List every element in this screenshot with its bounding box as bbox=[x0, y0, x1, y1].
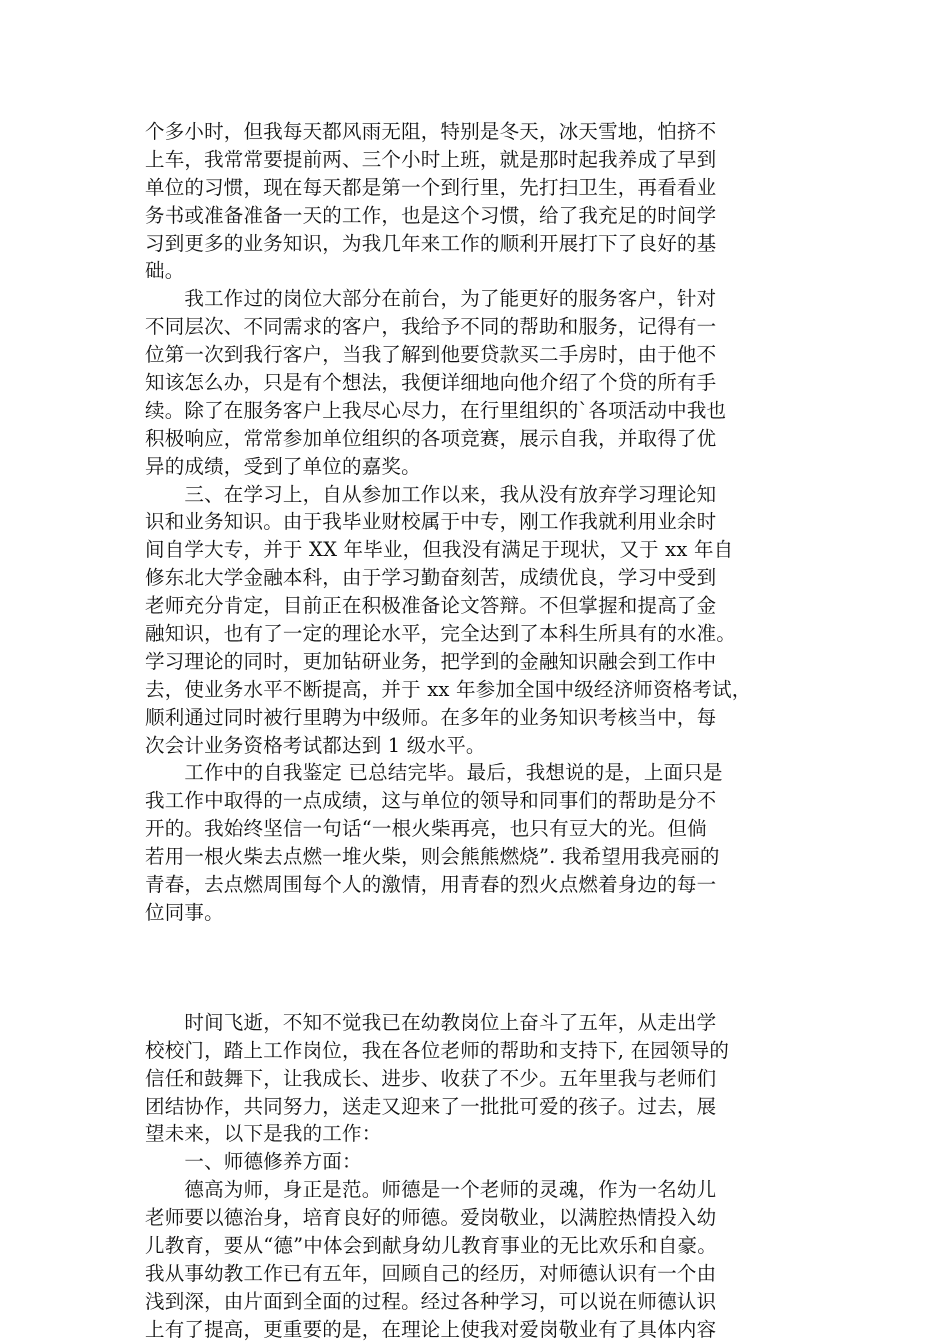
text-line: 务书或准备准备一天的工作，也是这个习惯，给了我充足的时间学 bbox=[145, 203, 717, 227]
text-line: 间自学大专，并于 XX 年毕业，但我没有满足于现状，又于 xx 年自 bbox=[145, 538, 734, 562]
text-line: 儿教育，要从“德”中体会到献身幼儿教育事业的无比欢乐和自豪。 bbox=[145, 1233, 717, 1257]
text-line: 础。 bbox=[145, 259, 185, 283]
text-line: 工作中的自我鉴定 已总结完毕。最后，我想说的是，上面只是 bbox=[145, 761, 723, 785]
text-line: 时间飞逝，不知不觉我已在幼教岗位上奋斗了五年，从走出学 bbox=[145, 1010, 717, 1034]
text-line: 顺利通过同时被行里聘为中级师。在多年的业务知识考核当中，每 bbox=[145, 705, 717, 729]
text-line: 团结协作，共同努力，送走又迎来了一批批可爱的孩子。过去，展 bbox=[145, 1094, 717, 1118]
text-line: 德高为师，身正是范。师德是一个老师的灵魂，作为一名幼儿 bbox=[145, 1178, 717, 1202]
text-line: 学习理论的同时，更加钻研业务，把学到的金融知识融会到工作中 bbox=[145, 649, 717, 673]
text-line: 知该怎么办，只是有个想法，我便详细地向他介绍了个贷的所有手 bbox=[145, 371, 717, 395]
text-block-self-appraisal bbox=[145, 118, 805, 927]
text-line: 我工作中取得的一点成绩，这与单位的领导和同事们的帮助是分不 bbox=[145, 789, 717, 813]
text-line: 浅到深，由片面到全面的过程。经过各种学习，可以说在师德认识 bbox=[145, 1289, 717, 1313]
text-line: 融知识，也有了一定的理论水平，完全达到了本科生所具有的水准。 bbox=[145, 622, 737, 646]
section-gap bbox=[145, 927, 805, 1009]
text-line: 不同层次、不同需求的客户，我给予不同的帮助和服务，记得有一 bbox=[145, 315, 717, 339]
text-line: 续。除了在服务客户上我尽心尽力，在行里组织的`各项活动中我也 bbox=[145, 398, 727, 422]
text-line: 我从事幼教工作已有五年，回顾自己的经历，对师德认识有一个由 bbox=[145, 1261, 717, 1285]
text-line: 老师充分肯定，目前正在积极准备论文答辩。不但掌握和提高了金 bbox=[145, 594, 717, 618]
text-line: 次会计业务资格考试都达到 1 级水平。 bbox=[145, 733, 486, 757]
text-block-kindergarten-summary bbox=[145, 1009, 805, 1344]
text-line: 一、师德修养方面： bbox=[145, 1150, 362, 1174]
document-page bbox=[145, 118, 805, 1344]
text-line: 上车，我常常要提前两、三个小时上班，就是那时起我养成了早到 bbox=[145, 147, 717, 171]
text-line: 习到更多的业务知识，为我几年来工作的顺利开展打下了良好的基 bbox=[145, 231, 717, 255]
text-line: 积极响应，常常参加单位组织的各项竞赛，展示自我，并取得了优 bbox=[145, 426, 717, 450]
text-line: 信任和鼓舞下，让我成长、进步、收获了不少。五年里我与老师们 bbox=[145, 1066, 717, 1090]
text-line: 个多小时，但我每天都风雨无阻，特别是冬天，冰天雪地，怕挤不 bbox=[145, 120, 717, 143]
text-line: 异的成绩，受到了单位的嘉奖。 bbox=[145, 454, 421, 478]
text-line: 去，使业务水平不断提高，并于 xx 年参加全国中级经济师资格考试， bbox=[145, 677, 752, 701]
text-line: 三、在学习上，自从参加工作以来，我从没有放弃学习理论知 bbox=[145, 482, 717, 506]
text-line: 单位的习惯，现在每天都是第一个到行里，先打扫卫生，再看看业 bbox=[145, 175, 717, 199]
text-line: 校校门，踏上工作岗位，我在各位老师的帮助和支持下, 在园领导的 bbox=[145, 1038, 730, 1062]
text-line: 位同事。 bbox=[145, 900, 224, 924]
text-line: 修东北大学金融本科，由于学习勤奋刻苦，成绩优良，学习中受到 bbox=[145, 566, 717, 590]
text-line: 我工作过的岗位大部分在前台，为了能更好的服务客户，针对 bbox=[145, 287, 717, 311]
text-line: 上有了提高，更重要的是，在理论上使我对爱岗敬业有了具体内容 bbox=[145, 1317, 717, 1341]
text-line: 识和业务知识。由于我毕业财校属于中专，刚工作我就利用业余时 bbox=[145, 510, 717, 534]
text-line: 青春，去点燃周围每个人的激情，用青春的烈火点燃着身边的每一 bbox=[145, 873, 717, 897]
text-line: 位第一次到我行客户，当我了解到他要贷款买二手房时，由于他不 bbox=[145, 343, 717, 367]
text-line: 开的。我始终坚信一句话“一根火柴再亮，也只有豆大的光。但倘 bbox=[145, 817, 707, 841]
text-line: 望未来，以下是我的工作： bbox=[145, 1122, 382, 1146]
text-line: 老师要以德治身，培育良好的师德。爱岗敬业，以满腔热情投入幼 bbox=[145, 1206, 717, 1230]
text-line: 若用一根火柴去点燃一堆火柴，则会熊熊燃烧”. 我希望用我亮丽的 bbox=[145, 845, 720, 869]
